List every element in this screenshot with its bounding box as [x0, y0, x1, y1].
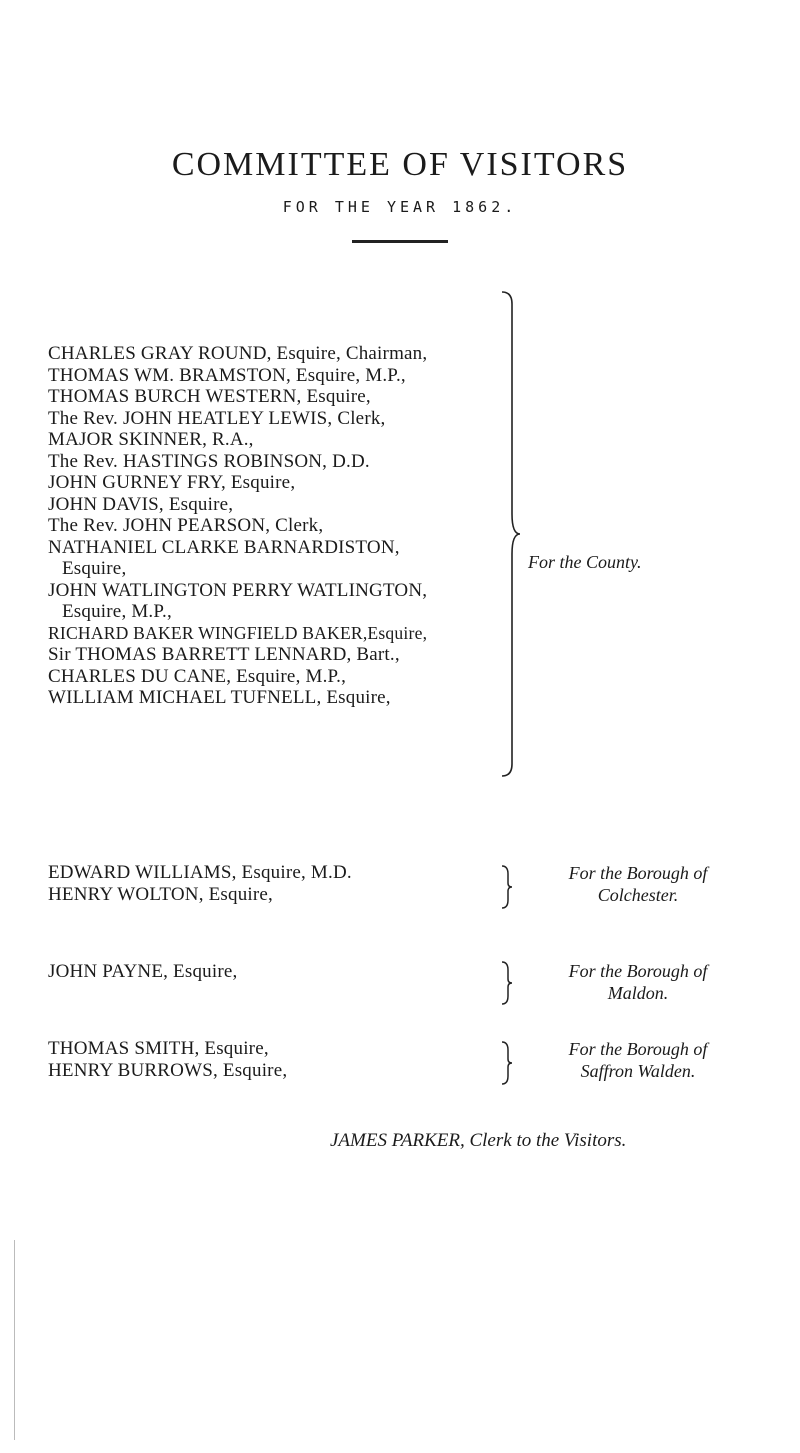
colchester-name-list: [48, 862, 518, 905]
name-line: RICHARD BAKER WINGFIELD BAKER,Esquire,: [48, 622, 428, 643]
name-line: WILLIAM MICHAEL TUFNELL, Esquire,: [48, 687, 391, 708]
name-line: NATHANIEL CLARKE BARNARDISTON,: [48, 536, 400, 558]
page-edge-line: [14, 1240, 15, 1440]
colchester-label: For the Borough of Colchester.: [568, 863, 708, 905]
name-line: CHARLES DU CANE, Esquire, M.P.,: [48, 665, 347, 687]
county-label: For the County.: [528, 552, 642, 572]
name-line: HENRY WOLTON, Esquire,: [48, 883, 274, 905]
saffron-label: For the Borough of Saffron Walden.: [568, 1039, 708, 1081]
colchester-brace: [500, 864, 514, 910]
maldon-brace: [500, 960, 514, 1006]
saffron-name-list: [48, 1038, 518, 1081]
name-line: MAJOR SKINNER, R.A.,: [48, 429, 254, 450]
name-line: THOMAS SMITH, Esquire,: [48, 1038, 269, 1059]
name-line: JOHN GURNEY FRY, Esquire,: [48, 472, 296, 493]
name-line: EDWARD WILLIAMS, Esquire, M.D.: [48, 862, 352, 883]
name-line: The Rev. JOHN PEARSON, Clerk,: [48, 515, 324, 536]
page-title: COMMITTEE OF VISITORS: [171, 146, 629, 183]
maldon-name-list: [48, 961, 518, 983]
maldon-label: For the Borough of Maldon.: [568, 961, 708, 1003]
county-name-list: [48, 343, 518, 709]
name-line: The Rev. JOHN HEATLEY LEWIS, Clerk,: [48, 407, 386, 429]
page-subtitle: FOR THE YEAR 1862.: [282, 198, 518, 216]
saffron-brace: [500, 1040, 514, 1086]
name-line: HENRY BURROWS, Esquire,: [48, 1059, 288, 1081]
name-line: Sir THOMAS BARRETT LENNARD, Bart.,: [48, 644, 400, 665]
title-rule: [352, 240, 448, 243]
name-line: Esquire,: [62, 558, 127, 579]
clerk-signature-line: JAMES PARKER, Clerk to the Visitors.: [330, 1130, 627, 1151]
name-line: The Rev. HASTINGS ROBINSON, D.D.: [48, 450, 370, 472]
name-line: JOHN PAYNE, Esquire,: [48, 961, 238, 982]
name-line: JOHN DAVIS, Esquire,: [48, 493, 234, 515]
county-brace: [498, 290, 522, 778]
name-line: JOHN WATLINGTON PERRY WATLINGTON,: [48, 579, 428, 601]
name-line: THOMAS WM. BRAMSTON, Esquire, M.P.,: [48, 364, 406, 386]
name-line: Esquire, M.P.,: [62, 601, 172, 622]
name-line: CHARLES GRAY ROUND, Esquire, Chairman,: [48, 343, 428, 364]
name-line: THOMAS BURCH WESTERN, Esquire,: [48, 386, 371, 407]
